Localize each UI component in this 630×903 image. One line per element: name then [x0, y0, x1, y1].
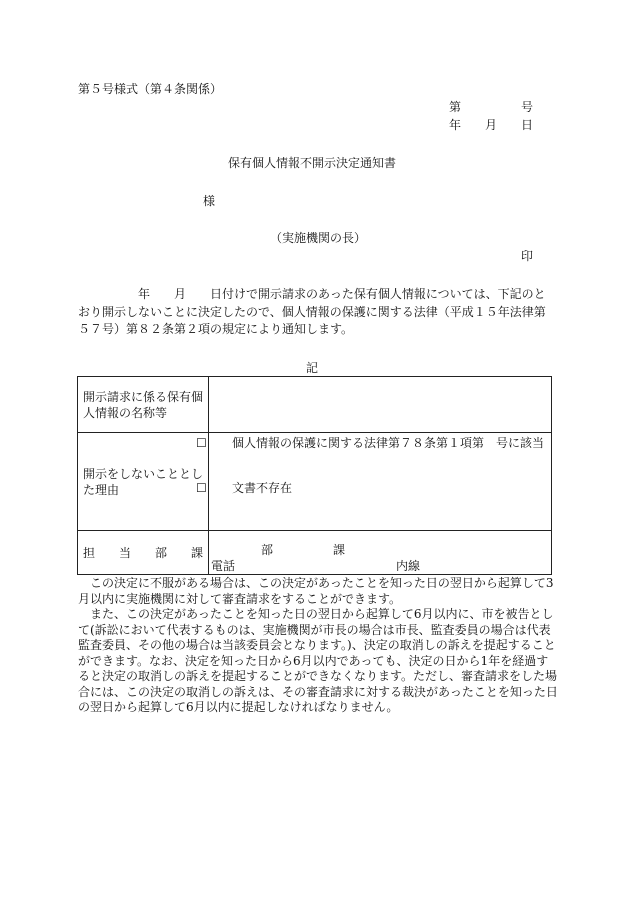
row-value-reason [196, 433, 552, 531]
intro-paragraph: 年 月 日付けで開示請求のあった保有個人情報については、下記のとおり開示しないことに決定したので、個人情報の保護に関する法律（平成１５年法律第５７号）第８２条第２項の規定により通知します。 [78, 287, 546, 336]
ki-heading: 記 [306, 361, 319, 375]
table-row [78, 433, 552, 531]
extension-label: 内線 [396, 559, 421, 573]
note-paragraph: この決定に不服がある場合は、この決定があったことを知った日の翌日から起算して3月以内に実施機関に対して審査請求をすることができます。 [78, 576, 554, 606]
reason-option-nodoc-text: 文書不存在 [232, 481, 293, 495]
row-label-info-name: 開示請求に係る保有個人情報の名称等 [78, 377, 209, 433]
date-label: 年 月 日 [449, 118, 534, 132]
seal-mark: 印 [521, 249, 534, 263]
reason-option-law-text: 個人情報の保護に関する法律第７８条第１項第 号に該当 [232, 436, 545, 450]
addressee-suffix: 様 [203, 194, 216, 208]
table-row [78, 531, 552, 575]
row-value-info-name [209, 377, 552, 433]
row-label-reason: 開示をしないこととした理由 [78, 433, 209, 531]
document-number-label: 第 号 [449, 100, 534, 114]
checkbox-icon: ☐ [196, 436, 207, 450]
sender: （実施機関の長） [270, 231, 367, 245]
reason-option-nodoc [196, 480, 546, 496]
form-number: 第５号様式（第４条関係） [78, 82, 223, 96]
note-paragraph: また、この決定があったことを知った日の翌日から起算して6月以内に、市を被告として(訴訟において代表するものは、実施機関が市長の場合は市長、監査委員の場合は代表監査委員、その他の場合は当該委員会となります。)、決定の取消しの訴えを提起することができます。なお、決定を知った日から6月以内であっても、決定の日から1年を経過すると決定の取消しの訴えを提起することができなくなります。ただし、審査請求をした場合には、この決定の取消しの訴えは、その審査請求に対する裁決があったことを知った日の翌日から起算して6月以内に提起しなければなりません。 [78, 607, 558, 714]
row-value-dept [209, 531, 552, 575]
notes-section [78, 576, 558, 716]
dept-text: 部 課 [261, 543, 346, 557]
checkbox-icon: ☐ [196, 481, 207, 495]
reason-option-law [196, 435, 546, 451]
phone-label: 電話 [211, 559, 236, 573]
table-row [78, 377, 552, 433]
row-label-dept: 担 当 部 課 [78, 531, 209, 575]
page-title: 保有個人情報不開示決定通知書 [228, 156, 397, 170]
detail-table [77, 376, 552, 575]
